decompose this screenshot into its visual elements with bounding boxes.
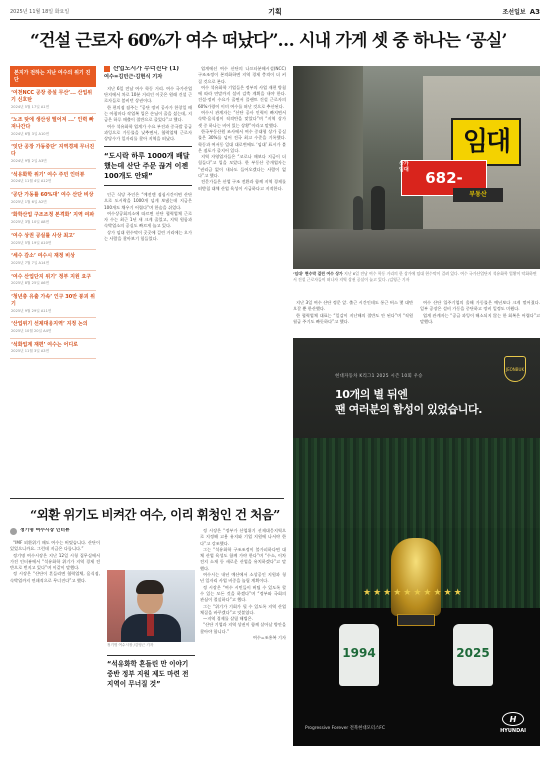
related-article-title: ‘산업위기 선제대응지역’ 지정 논의 [11,321,88,328]
paragraph: 그는 “위기가 기회가 될 수 있도록 지역 산업 체질을 바꾸겠다”고 덧붙였다. [200,603,286,615]
paragraph: 지난 6일 전남 여수 학동 거리. 여수 국가산업단지에서 차로 10분 거리인 이곳은 원래 건설 근로자들로 붐비던 상권이다. [104,85,192,104]
paragraph: 한 협력업체 대표는 “일감이 지난해의 절반도 안 된다”며 “직원 월급 주기도 빠듯하다”고 했다. [293,312,413,324]
related-article-date: 2025년 1월 6일 A2면 [11,199,47,204]
article-column-1 [104,66,192,496]
paragraph: “IMF 외환위기 때도 여수는 버텼습니다. 산단이 있었으니까요. 그런데 지금은 다릅니다.” [10,540,100,552]
club-emblem-icon: JEONBUK [504,356,526,382]
related-article-date: 2025년 7월 7일 A14면 [11,260,50,265]
masthead-right [503,7,540,16]
ad-headline-1: 10개의 별 뒤엔 [335,388,408,401]
related-article-link[interactable] [10,250,96,270]
section-title: 기획 [268,6,282,16]
issue-date: 2025년 11월 18일 화요일 [10,9,70,15]
paragraph: 한 편의점 점주는 “공단 정비 공사가 한창일 때는 아침마다 작업복 입은 손님이 줄을 섰는데, 지금은 하루 매출이 절반으로 줄었다”고 했다. [104,104,192,123]
paragraph: 지역 자영업자들은 “코로나 때보다 지금이 더 힘들다”고 입을 모았다. 한 부동산 중개업자는 “권리금 없이 내놔도 들어오겠다는 사람이 없다”고 했다. [198,154,286,179]
related-article-link[interactable] [10,318,96,338]
col5-paragraphs [293,300,413,325]
related-article-link[interactable] [10,339,96,359]
paragraph: 인근 식당 주인은 “예전엔 점심시간이면 산단으로 도시락을 1000개 넘게 보냈는데 지금은 100개도 채우기 어렵다”며 한숨을 쉬었다. [104,191,192,210]
jersey-number-right: 2025 [456,646,490,660]
paragraph: “산단 기업과 지역 상권이 함께 살아날 방안을 찾아야 합니다.” [200,622,286,634]
related-article-link[interactable] [10,271,96,291]
related-article-date: 2025년 9월 29일 A11면 [11,308,52,313]
caption-text: 지난 6일 전남 여수 학동 거리의 한 상가에 임대 현수막이 걸려 있다. 여수 국가산업단지 석유화학 업황이 악화하면서 건설 근로자들이 떠나자 지역 상권 공실이 늘고 있다. /김영근 기자 [293,271,537,282]
interview-paragraphs-3 [200,528,286,585]
interview-byline [10,528,100,535]
paragraph: 상가 임대 현수막이 곳곳에 걸린 거리에는 오가는 사람을 찾아보기 힘들었다. [104,229,192,241]
interview-credit: 여수=조홍복 기자 [252,635,286,641]
related-article-title: ‘화학산업 구조조정 본격화’ 지역 여파 [11,212,95,219]
photo-caption [293,271,540,282]
related-article-title: ‘여수 상권 공실률 사상 최고’ [11,232,75,239]
hyundai-logo [500,712,526,734]
related-article-date: 2025년 8월 25일 A6면 [11,281,50,286]
article-column-2 [198,66,286,496]
col2-paragraphs [104,86,192,143]
paragraph: 여수상공회의소에 따르면 산단 협력업체 근로자 수는 최근 1년 새 크게 줄었고, 지역 원룸과 숙박업소의 공실도 빠르게 늘고 있다. [104,210,192,229]
interview-column-2 [107,652,195,750]
interview-paragraphs [10,540,100,584]
trophy-icon [391,538,441,616]
byline: 여수=김민근·김현식 기자 [104,74,163,81]
sidebar-heading: 본지가 전하는 지난 여수의 위기 진단 [10,66,96,87]
paragraph: 업계에선 여수 산단의 나프타분해시설(NCC) 구조조정이 본격화하면 지역 경제 충격이 더 커질 것으로 본다. [198,66,286,84]
col6-paragraphs [420,300,540,325]
related-article-title: ‘세수 감소’ 여수시 재정 비상 [11,253,75,260]
portrait-hair [136,580,164,594]
photo-pedestrian [371,186,385,230]
related-article-date: 2024년 11월 4일 A12면 [11,179,52,184]
related-article-link[interactable] [10,114,96,141]
paragraph: 여수 석유화학 업계가 수요 부진과 중국발 공급 과잉으로 가동률을 낮추면서, 협력업체 근로자 상당수가 일자리를 찾아 지역을 떠났다. [104,123,192,142]
related-article-title: ‘석화업계 재편’ 여수는 어디로 [11,341,78,348]
ad-meta: 현대자동차 K리그1 2025 시즌 10회 우승 [335,374,423,379]
sidebar-list [10,87,96,359]
interview-column-1 [10,528,100,750]
hyundai-logo-icon: H [502,712,524,726]
interview-byline-text: 정기명 여수시장 인터뷰 [20,528,70,534]
ad-headline-2: 팬 여러분의 함성이 있었습니다. [335,403,483,416]
rent-sign-label: 상가 임대 [399,161,409,173]
article-column-3 [293,300,413,336]
related-article-title: ‘여수 산업단지 위기’ 정부 지원 요구 [11,273,92,280]
storefront-photo [293,66,540,269]
photo-pedestrian [353,196,363,230]
paragraph: 여수 석유화학 기업들은 정부의 사업 재편 방침에 따라 연말까지 설비 감축 계획을 내야 한다. 건설·정비 수요가 줄면서 플랜트 건설 근로자의 60%가량이 이미 여수를 떠난 것으로 추산된다. [198,84,286,109]
interview-pull-quote: “석유화학 흔들린 만 이야기 중반 정부 지원 제도 마련 전 지역이 무너질 것” [107,655,195,690]
section-divider [10,498,284,499]
masthead [10,4,540,20]
paragraph: 정 시장은 “여수 시민들이 버틸 수 있도록 할 수 있는 모든 것을 하겠다”며 “정부와 국회의 관심이 절실하다”고 했다. [200,584,286,603]
ad-brand: Progressive Forever 전북현대모터스FC [305,725,385,731]
interview-headline: “외환 위기도 비켜간 여수, 이리 휘청인 건 처음” [30,507,280,522]
interview-column-3 [200,528,286,750]
related-article-link[interactable] [10,230,96,250]
related-article-date: 2025년 5월 19일 A10면 [11,240,52,245]
related-article-date: 2024년 5월 17일 A1면 [11,104,50,109]
related-article-title: ‘공단 가동률 60%대’ 여수 산단 비상 [11,191,94,198]
related-article-date: 2025년 11월 3일 A3면 [11,349,50,354]
rent-sign: 임대 [451,118,521,166]
related-article-date: 2025년 3월 10일 A8면 [11,220,50,225]
related-article-title: ‘노조 탓에 생산성 떨어져 ...’ 인력 빠져나간다 [11,117,94,130]
paragraph: 지난 3일 여수 산단 정문 앞. 출근 시간인데도 통근 버스 몇 대만 오갈 뿐 한산했다. [293,300,413,312]
realty-sign: 부동산 [453,188,503,202]
col3-paragraphs [198,66,286,192]
interviewee-thumb-icon [10,528,17,535]
paragraph: 정 시장은 “산단이 흔들리면 협력업체, 음식점, 숙박업까지 연쇄적으로 무너진다”고 했다. [10,571,100,583]
col2-paragraphs-2 [104,192,192,242]
paragraph: 정기명 여수시장은 지난 12일 시청 집무실에서 가진 인터뷰에서 “석유화학 위기가 지역 경제 전반으로 번지고 있다”며 이같이 말했다. [10,552,100,571]
paragraph: —지역 경제를 살릴 해법은. [203,616,253,622]
related-article-title: ‘잇단 공장 가동중단’ 지역경제 무너진다 [11,144,95,158]
paragraph: 정 시장은 “정부가 산업위기 선제대응지역으로 지정해 고용 유지와 기업 지원에 나서야 한다”고 강조했다. [200,528,286,546]
related-article-title: ‘청년층 유출 가속’ 인구 30만 붕괴 위기 [11,294,95,307]
series-kicker [104,66,192,72]
paragraph: 업계 관계자는 “공급 과잉이 해소되지 않는 한 회복은 어렵다”고 말했다. [420,312,540,324]
related-article-link[interactable] [10,189,96,209]
rent-phone-sign: 682- [401,160,487,196]
related-article-link[interactable] [10,169,96,189]
paragraph: 그는 “석유화학 구조조정이 불가피하다면 대체 산업 육성도 함께 가야 한다”며 “수소, 이차전지 소재 등 새로운 산업을 유치하겠다”고 말했다. [200,546,286,571]
related-article-link[interactable] [10,209,96,229]
trophy-base [397,614,435,626]
related-article-title: ‘석유화학 위기’ 여수 주민 인터뷰 [11,171,85,178]
mayor-portrait [107,570,195,642]
pull-quote: “도시락 하루 1000개 배달했는데 산단 주문 끊겨 이젠 100개도 안돼” [104,146,192,186]
main-headline: “건설 근로자 60%가 여수 떠났다”… 시내 가게 셋 중 하나는 ‘공실’ [30,31,507,51]
article-column-4 [420,300,540,336]
portrait-tie [147,614,154,636]
page-number: A3 [529,7,540,16]
photo-street [293,229,540,269]
related-articles-sidebar [10,66,96,496]
kicker-square-icon [104,66,110,72]
paper-name: 조선일보 [502,9,526,16]
related-article-link[interactable] [10,291,96,318]
interview-paragraphs-4 [200,585,286,635]
related-article-date: 2025년 10월 20일 A4면 [11,328,52,333]
portrait-caption: 정기명 여수시장 /김영근 기자 [107,643,154,647]
caption-title: ‘임대’ 현수막 걸린 여수 상가 [293,271,343,276]
ad-stars: ★★★★★★★★★★ [363,588,464,598]
related-article-date: 2024년 9월 2일 A3면 [11,158,47,163]
paragraph: 여수 산단 입주기업의 올해 가동률은 예년보다 크게 떨어졌다. 일부 공장은 설비 가동을 중단하고 정비 일정도 미뤘다. [420,300,540,312]
paragraph: 한국부동산원 조사에서 여수 중대형 상가 공실률은 30%를 넘어 전국 최고 수준을 기록했다. 학동과 여서동 일대 대로변에도 ‘임대’ 표시가 붙은 점포가 줄지어 있다. [198,128,286,153]
related-article-title: ‘여천NCC 공장 증설 무산’... 산업위기 신호탄 [11,90,93,103]
hyundai-logo-text: HYUNDAI [500,728,526,734]
related-article-link[interactable] [10,87,96,114]
jersey-number-left: 1994 [342,646,376,660]
paragraph: 여수시는 내년 예산에서 소상공인 지원과 청년 일자리 사업 비중을 늘릴 계획이다. [200,572,286,584]
related-article-date: 2024년 6월 3일 A10면 [11,131,50,136]
related-article-link[interactable] [10,141,96,168]
kicker-text: 산업도시가 무너진다 (1) [113,66,180,72]
paragraph: 전문가들은 산업 구조 전환과 함께 지역 경제를 떠받칠 대체 산업 육성이 시급하다고 지적한다. [198,179,286,191]
paragraph: 여수시 관계자는 “산단 공사 인력이 빠지면서 숙박·음식점이 직격탄을 맞았다”며 “지역 상가 셋 중 하나는 비어 있는 상황”이라고 말했다. [198,110,286,128]
jeonbuk-fc-advertisement[interactable] [293,338,540,746]
